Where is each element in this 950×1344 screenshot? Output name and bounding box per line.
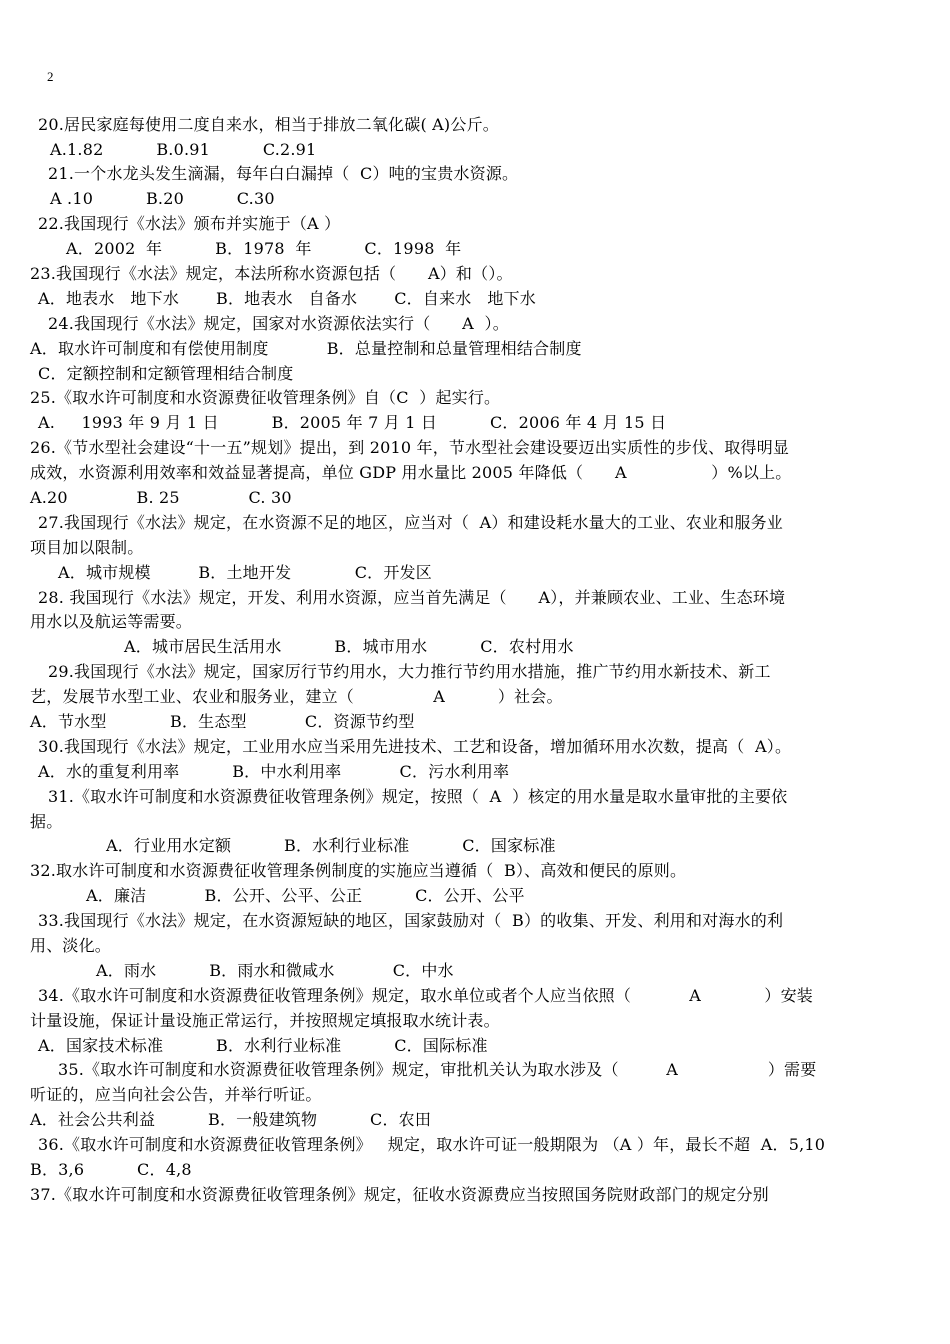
question-29-line-2: 艺，发展节水型工业、农业和服务业，建立（ A ）社会。 [30,687,563,706]
options-23: A．地表水 地下水 B．地表水 自备水 C．自来水 地下水 [38,289,536,308]
question-30: 30.我国现行《水法》规定，工业用水应当采用先进技术、工艺和设备，增加循环用水次数，提高（ A）。 [38,737,792,756]
options-26: A.20 B. 25 C. 30 [30,488,292,507]
options-24-a-b: A．取水许可制度和有偿使用制度 B．总量控制和总量管理相结合制度 [30,339,582,358]
question-24: 24.我国现行《水法》规定，国家对水资源依法实行（ A ）。 [48,314,509,333]
options-30: A．水的重复利用率 B．中水利用率 C．污水利用率 [38,762,510,781]
question-33-line-2: 用、淡化。 [30,936,112,955]
question-36-line-1: 36.《取水许可制度和水资源费征收管理条例》 规定，取水许可证一般期限为 （A ）年，最长不超 A．5,10 [38,1135,826,1154]
question-23: 23.我国现行《水法》规定，本法所称水资源包括（ A）和（）。 [30,264,513,283]
question-32: 32.取水许可制度和水资源费征收管理条例制度的实施应当遵循（ B）、高效和便民的原则。 [30,861,687,880]
options-34: A．国家技术标准 B．水利行业标准 C．国际标准 [38,1036,488,1055]
options-28: A．城市居民生活用水 B．城市用水 C．农村用水 [124,637,574,656]
options-29: A．节水型 B．生态型 C．资源节约型 [30,712,415,731]
question-27-line-2: 项目加以限制。 [30,538,144,557]
question-35-line-1: 35.《取水许可制度和水资源费征收管理条例》规定，审批机关认为取水涉及（ A ）需要 [58,1060,817,1079]
question-26-line-1: 26.《节水型社会建设“十一五”规划》提出，到 2010 年，节水型社会建设要迈出实质性的步伐、取得明显 [30,438,790,457]
question-34-line-1: 34.《取水许可制度和水资源费征收管理条例》规定，取水单位或者个人应当依照（ A ）安装 [38,986,813,1005]
options-32: A．廉洁 B．公开、公平、公正 C．公开、公平 [86,886,525,905]
question-36-line-2: B．3,6 C．4,8 [30,1160,192,1179]
question-25: 25.《取水许可制度和水资源费征收管理条例》自（C ）起实行。 [30,388,501,407]
question-28-line-2: 用水以及航运等需要。 [30,612,193,631]
options-35: A．社会公共利益 B．一般建筑物 C．农田 [30,1110,432,1129]
page-number: 2 [47,69,54,84]
question-20: 20.居民家庭每使用二度自来水，相当于排放二氧化碳( A)公斤。 [38,115,499,134]
options-31: A．行业用水定额 B．水利行业标准 C．国家标准 [106,836,556,855]
question-37: 37.《取水许可制度和水资源费征收管理条例》规定，征收水资源费应当按照国务院财政部门的规定分别 [30,1185,769,1204]
options-22: A．2002 年 B．1978 年 C．1998 年 [66,239,462,258]
question-35-line-2: 听证的，应当向社会公告，并举行听证。 [30,1085,322,1104]
question-33-line-1: 33.我国现行《水法》规定，在水资源短缺的地区，国家鼓励对（ B）的收集、开发、利用和对海水的利 [38,911,784,930]
question-28-line-1: 28. 我国现行《水法》规定，开发、利用水资源，应当首先满足（ A），并兼顾农业、工业、生态环境 [38,588,786,607]
options-27: A．城市规模 B．土地开发 C．开发区 [58,563,432,582]
question-34-line-2: 计量设施，保证计量设施正常运行，并按照规定填报取水统计表。 [30,1011,500,1030]
question-29-line-1: 29.我国现行《水法》规定，国家厉行节约用水，大力推行节约用水措施，推广节约用水新技术、新工 [48,662,771,681]
options-21: A .10 B.20 C.30 [50,189,275,208]
question-27-line-1: 27.我国现行《水法》规定，在水资源不足的地区，应当对（ A）和建设耗水量大的工业、农业和服务业 [38,513,783,532]
options-33: A．雨水 B．雨水和微咸水 C．中水 [96,961,454,980]
question-22: 22.我国现行《水法》颁布并实施于（A ） [38,214,341,233]
question-26-line-2: 成效，水资源利用效率和效益显著提高，单位 GDP 用水量比 2005 年降低（ A ）%以上。 [30,463,792,482]
question-31-line-2: 据。 [30,812,63,831]
question-31-line-1: 31.《取水许可制度和水资源费征收管理条例》规定，按照（ A ）核定的用水量是取水量审批的主要依 [48,787,788,806]
question-21: 21.一个水龙头发生滴漏，每年白白漏掉（ C）吨的宝贵水资源。 [48,164,519,183]
options-25: A. 1993 年 9 月 1 日 B．2005 年 7 月 1 日 C．2006 年 4 月 15 日 [38,413,667,432]
options-24-c: C．定额控制和定额管理相结合制度 [38,364,294,383]
options-20: A.1.82 B.0.91 C.2.91 [50,140,317,159]
